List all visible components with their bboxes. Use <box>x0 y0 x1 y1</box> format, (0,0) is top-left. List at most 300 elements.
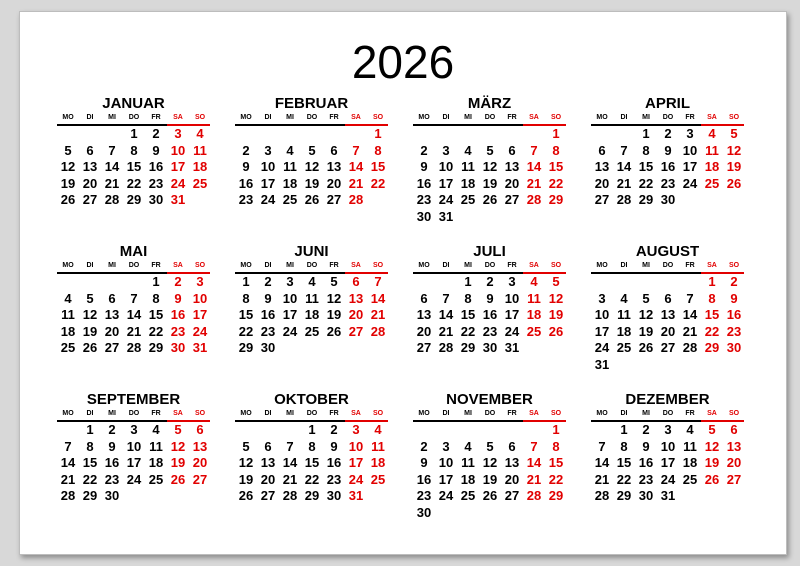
weekday-label: DO <box>128 114 140 121</box>
month-name: NOVEMBER <box>446 391 533 408</box>
weekday-label: DI <box>620 114 628 121</box>
day-number: 24 <box>192 323 208 339</box>
day-number: 27 <box>192 471 208 487</box>
day-number: 26 <box>482 192 498 207</box>
day-number: 17 <box>348 455 364 470</box>
day-number: 8 <box>308 438 316 454</box>
weekday-label: FR <box>507 262 517 269</box>
month-block <box>591 95 744 207</box>
day-number: 14 <box>616 159 632 174</box>
day-number: 25 <box>370 471 386 487</box>
weekday-label: SA <box>529 114 539 121</box>
day-number: 21 <box>526 175 542 191</box>
weekday-label: DO <box>128 262 140 269</box>
weekday-label: SA <box>351 410 361 417</box>
weekday-label: SA <box>351 114 361 121</box>
day-number: 2 <box>174 274 182 289</box>
day-number: 29 <box>704 340 720 355</box>
day-number: 16 <box>726 307 742 322</box>
day-number: 29 <box>126 192 142 207</box>
day-number: 16 <box>638 455 654 470</box>
weekday-label: DO <box>128 410 140 417</box>
day-number: 28 <box>370 323 386 339</box>
day-number: 7 <box>686 290 694 306</box>
day-number: 20 <box>416 323 432 339</box>
month-block <box>235 391 388 503</box>
day-number: 5 <box>308 142 316 158</box>
weekday-label: SA <box>173 114 183 121</box>
weekday-label: MO <box>596 114 608 121</box>
day-number: 22 <box>704 323 720 339</box>
day-number: 10 <box>594 307 610 322</box>
day-number: 17 <box>594 323 610 339</box>
day-number: 5 <box>642 290 650 306</box>
day-number: 21 <box>348 175 364 191</box>
day-number: 25 <box>616 340 632 355</box>
day-number: 12 <box>238 455 254 470</box>
day-number: 16 <box>148 159 164 174</box>
day-number: 15 <box>460 307 476 322</box>
day-number: 8 <box>620 438 628 454</box>
day-number: 17 <box>192 307 208 322</box>
weekday-label: DI <box>264 114 272 121</box>
day-number: 30 <box>660 192 676 207</box>
weekday-header <box>591 408 744 420</box>
day-number: 20 <box>260 471 276 487</box>
weekday-label: MO <box>240 114 252 121</box>
day-number: 20 <box>504 471 520 487</box>
month-name: MAI <box>119 243 148 260</box>
month-name: OKTOBER <box>274 391 349 408</box>
day-number: 8 <box>552 142 560 158</box>
day-number: 21 <box>104 175 120 191</box>
day-number: 17 <box>438 175 454 191</box>
weekday-label: SA <box>173 262 183 269</box>
day-number: 3 <box>664 422 672 437</box>
day-number: 21 <box>438 323 454 339</box>
day-number: 22 <box>638 175 654 191</box>
day-number: 21 <box>60 471 76 487</box>
day-number: 7 <box>352 142 360 158</box>
weekday-label: DO <box>484 114 496 121</box>
weekday-label: SA <box>707 410 717 417</box>
weekday-label: SO <box>728 410 740 417</box>
day-number: 31 <box>504 340 520 355</box>
day-number: 9 <box>486 290 494 306</box>
day-number: 30 <box>326 488 342 503</box>
day-number: 3 <box>508 274 516 289</box>
day-number: 17 <box>438 471 454 487</box>
month-block <box>413 243 566 355</box>
day-number: 28 <box>60 488 76 503</box>
day-number: 12 <box>60 159 76 174</box>
day-number: 19 <box>82 323 98 339</box>
day-number: 11 <box>61 307 75 322</box>
day-number: 27 <box>594 192 610 207</box>
day-number: 16 <box>326 455 342 470</box>
day-number: 4 <box>464 142 472 158</box>
day-number: 23 <box>238 192 254 207</box>
day-number: 27 <box>104 340 120 355</box>
day-number: 13 <box>416 307 432 322</box>
weekday-label: DO <box>306 262 318 269</box>
day-number: 16 <box>416 175 432 191</box>
day-number: 17 <box>660 455 676 470</box>
day-number: 10 <box>260 159 276 174</box>
day-number: 5 <box>330 274 338 289</box>
day-number: 30 <box>416 504 432 520</box>
calendar-year-title: 2026 <box>351 36 455 88</box>
day-number: 3 <box>598 290 606 306</box>
day-number: 27 <box>726 471 742 487</box>
month-block <box>57 95 210 207</box>
day-number: 24 <box>682 175 698 191</box>
day-number: 4 <box>620 290 628 306</box>
weekday-label: SO <box>194 410 206 417</box>
day-number: 21 <box>282 471 298 487</box>
day-number: 14 <box>594 455 610 470</box>
day-number: 30 <box>482 340 498 355</box>
day-number: 11 <box>527 290 541 306</box>
month-name: DEZEMBER <box>625 391 710 408</box>
day-number: 5 <box>552 274 560 289</box>
weekday-label: MO <box>62 114 74 121</box>
weekday-label: DI <box>442 410 450 417</box>
calendar-sheet <box>19 11 787 555</box>
day-number: 5 <box>708 422 716 437</box>
day-number: 2 <box>420 142 428 158</box>
day-number: 26 <box>238 488 254 503</box>
weekday-label: FR <box>685 410 695 417</box>
day-number: 3 <box>352 422 360 437</box>
day-number: 30 <box>148 192 164 207</box>
day-number: 4 <box>64 290 72 306</box>
day-number: 13 <box>504 159 520 174</box>
day-number: 7 <box>530 142 538 158</box>
weekday-label: FR <box>685 262 695 269</box>
day-number: 16 <box>170 307 186 322</box>
weekday-label: MI <box>286 114 294 121</box>
day-number: 20 <box>594 175 610 191</box>
day-number: 25 <box>148 471 164 487</box>
weekday-label: SA <box>529 410 539 417</box>
weekday-label: SO <box>372 114 384 121</box>
weekday-label: MO <box>240 262 252 269</box>
day-number: 30 <box>260 340 276 355</box>
weekday-header <box>235 260 388 272</box>
day-number: 24 <box>594 340 610 355</box>
day-number: 30 <box>170 340 186 355</box>
day-number: 12 <box>482 455 498 470</box>
day-number: 11 <box>305 290 319 306</box>
weekday-label: DO <box>484 262 496 269</box>
day-number: 23 <box>260 323 276 339</box>
day-number: 18 <box>370 455 386 470</box>
weekday-label: FR <box>507 114 517 121</box>
day-number: 18 <box>526 307 542 322</box>
day-number: 5 <box>64 142 72 158</box>
month-block <box>235 243 388 355</box>
day-number: 22 <box>238 323 254 339</box>
day-number: 2 <box>642 422 650 437</box>
day-number: 6 <box>108 290 116 306</box>
day-number: 15 <box>238 307 254 322</box>
day-number: 25 <box>460 192 476 207</box>
day-number: 15 <box>548 455 564 470</box>
day-number: 14 <box>370 290 386 306</box>
day-number: 11 <box>193 142 207 158</box>
day-number: 1 <box>152 274 160 289</box>
day-number: 20 <box>348 307 364 322</box>
weekday-label: MI <box>108 114 116 121</box>
day-number: 20 <box>726 455 742 470</box>
day-number: 19 <box>238 471 254 487</box>
day-number: 29 <box>304 488 320 503</box>
weekday-label: DI <box>86 262 94 269</box>
day-number: 28 <box>282 488 298 503</box>
day-number: 12 <box>82 307 98 322</box>
month-name: JUNI <box>294 243 329 260</box>
day-number: 31 <box>594 356 610 372</box>
day-number: 15 <box>638 159 654 174</box>
day-number: 29 <box>548 488 564 503</box>
day-number: 3 <box>264 142 272 158</box>
day-number: 20 <box>82 175 98 191</box>
day-number: 2 <box>264 274 272 289</box>
day-number: 14 <box>438 307 454 322</box>
day-number: 28 <box>348 192 364 207</box>
day-number: 7 <box>108 142 116 158</box>
weekday-label: SA <box>529 262 539 269</box>
weekday-label: MO <box>596 262 608 269</box>
weekday-label: SA <box>707 114 717 121</box>
month-block <box>591 391 744 503</box>
day-number: 11 <box>683 438 697 454</box>
day-number: 31 <box>192 340 208 355</box>
day-number: 25 <box>60 340 76 355</box>
day-number: 11 <box>461 455 475 470</box>
day-number: 12 <box>326 290 342 306</box>
month-name: FEBRUAR <box>274 95 349 112</box>
month-name: AUGUST <box>635 243 700 260</box>
weekday-underline <box>235 124 345 126</box>
day-number: 16 <box>238 175 254 191</box>
weekday-header <box>57 112 210 124</box>
day-number: 22 <box>460 323 476 339</box>
day-number: 13 <box>504 455 520 470</box>
day-number: 18 <box>682 455 698 470</box>
day-number: 14 <box>348 159 364 174</box>
day-number: 19 <box>726 159 742 174</box>
day-number: 1 <box>552 126 560 141</box>
day-number: 8 <box>708 290 716 306</box>
day-number: 23 <box>326 471 342 487</box>
day-number: 4 <box>686 422 694 437</box>
day-number: 6 <box>420 290 428 306</box>
day-number: 9 <box>730 290 738 306</box>
weekday-label: MI <box>642 410 650 417</box>
day-number: 10 <box>660 438 676 454</box>
day-number: 10 <box>282 290 298 306</box>
day-number: 18 <box>460 471 476 487</box>
day-number: 2 <box>420 438 428 454</box>
weekday-label: FR <box>329 114 339 121</box>
day-number: 13 <box>260 455 276 470</box>
day-number: 19 <box>638 323 654 339</box>
day-number: 13 <box>326 159 342 174</box>
day-number: 9 <box>264 290 272 306</box>
day-number: 1 <box>620 422 628 437</box>
day-number: 23 <box>170 323 186 339</box>
day-number: 18 <box>148 455 164 470</box>
day-number: 8 <box>130 142 138 158</box>
day-number: 24 <box>170 175 186 191</box>
day-number: 4 <box>464 438 472 454</box>
day-number: 30 <box>726 340 742 355</box>
day-number: 24 <box>348 471 364 487</box>
day-number: 12 <box>704 438 720 454</box>
weekday-label: MO <box>62 410 74 417</box>
day-number: 8 <box>242 290 250 306</box>
day-number: 6 <box>196 422 204 437</box>
day-number: 28 <box>594 488 610 503</box>
day-number: 24 <box>260 192 276 207</box>
day-number: 21 <box>370 307 386 322</box>
day-number: 19 <box>704 455 720 470</box>
day-number: 9 <box>642 438 650 454</box>
day-number: 28 <box>104 192 120 207</box>
weekday-header <box>413 112 566 124</box>
day-number: 11 <box>705 142 719 158</box>
day-number: 17 <box>682 159 698 174</box>
day-number: 8 <box>642 142 650 158</box>
day-number: 11 <box>283 159 297 174</box>
day-number: 10 <box>438 159 454 174</box>
day-number: 28 <box>526 488 542 503</box>
day-number: 21 <box>682 323 698 339</box>
weekday-label: DI <box>442 114 450 121</box>
day-number: 31 <box>438 208 454 224</box>
day-number: 16 <box>260 307 276 322</box>
day-number: 13 <box>726 438 742 454</box>
day-number: 16 <box>416 471 432 487</box>
day-number: 27 <box>504 192 520 207</box>
day-number: 3 <box>686 126 694 141</box>
day-number: 12 <box>482 159 498 174</box>
day-number: 12 <box>304 159 320 174</box>
day-number: 1 <box>464 274 472 289</box>
day-number: 15 <box>704 307 720 322</box>
day-number: 17 <box>282 307 298 322</box>
weekday-label: SO <box>728 262 740 269</box>
weekday-label: MI <box>464 114 472 121</box>
day-number: 15 <box>304 455 320 470</box>
day-number: 3 <box>174 126 182 141</box>
weekday-label: DI <box>86 114 94 121</box>
weekday-label: DO <box>662 410 674 417</box>
day-number: 1 <box>130 126 138 141</box>
day-number: 12 <box>726 142 742 158</box>
day-number: 28 <box>438 340 454 355</box>
day-number: 2 <box>242 142 250 158</box>
day-number: 19 <box>482 175 498 191</box>
day-number: 14 <box>126 307 142 322</box>
day-number: 5 <box>86 290 94 306</box>
weekday-label: MO <box>418 262 430 269</box>
day-number: 7 <box>374 274 382 289</box>
weekday-label: MI <box>286 410 294 417</box>
day-number: 14 <box>60 455 76 470</box>
day-number: 12 <box>170 438 186 454</box>
day-number: 7 <box>286 438 294 454</box>
day-number: 10 <box>504 290 520 306</box>
day-number: 29 <box>616 488 632 503</box>
day-number: 1 <box>242 274 250 289</box>
day-number: 16 <box>660 159 676 174</box>
day-number: 6 <box>86 142 94 158</box>
day-number: 22 <box>616 471 632 487</box>
weekday-label: FR <box>329 410 339 417</box>
weekday-label: FR <box>685 114 695 121</box>
day-number: 15 <box>82 455 98 470</box>
day-number: 26 <box>726 175 742 191</box>
weekday-underline <box>413 124 523 126</box>
day-number: 7 <box>530 438 538 454</box>
day-number: 5 <box>730 126 738 141</box>
day-number: 22 <box>82 471 98 487</box>
weekday-header <box>413 408 566 420</box>
weekday-label: DI <box>620 410 628 417</box>
month-name: SEPTEMBER <box>86 391 181 408</box>
day-number: 6 <box>508 438 516 454</box>
day-number: 4 <box>286 142 294 158</box>
day-number: 20 <box>504 175 520 191</box>
day-number: 2 <box>330 422 338 437</box>
day-number: 6 <box>330 142 338 158</box>
weekday-label: SO <box>728 114 740 121</box>
day-number: 21 <box>594 471 610 487</box>
day-number: 24 <box>126 471 142 487</box>
weekday-underline <box>591 272 701 274</box>
weekday-label: SA <box>351 262 361 269</box>
weekday-label: MI <box>108 262 116 269</box>
month-block <box>413 391 566 520</box>
day-number: 27 <box>660 340 676 355</box>
weekday-label: MI <box>286 262 294 269</box>
day-number: 28 <box>126 340 142 355</box>
day-number: 31 <box>660 488 676 503</box>
weekday-label: SO <box>550 114 562 121</box>
weekday-header <box>591 260 744 272</box>
day-number: 10 <box>438 455 454 470</box>
day-number: 25 <box>682 471 698 487</box>
month-name: JANUAR <box>102 95 165 112</box>
day-number: 18 <box>282 175 298 191</box>
day-number: 25 <box>704 175 720 191</box>
weekday-label: DI <box>620 262 628 269</box>
day-number: 20 <box>104 323 120 339</box>
day-number: 1 <box>308 422 316 437</box>
day-number: 13 <box>82 159 98 174</box>
day-number: 21 <box>526 471 542 487</box>
day-number: 11 <box>461 159 475 174</box>
day-number: 29 <box>238 340 254 355</box>
day-number: 1 <box>86 422 94 437</box>
day-number: 21 <box>616 175 632 191</box>
day-number: 29 <box>638 192 654 207</box>
day-number: 27 <box>416 340 432 355</box>
day-number: 18 <box>60 323 76 339</box>
